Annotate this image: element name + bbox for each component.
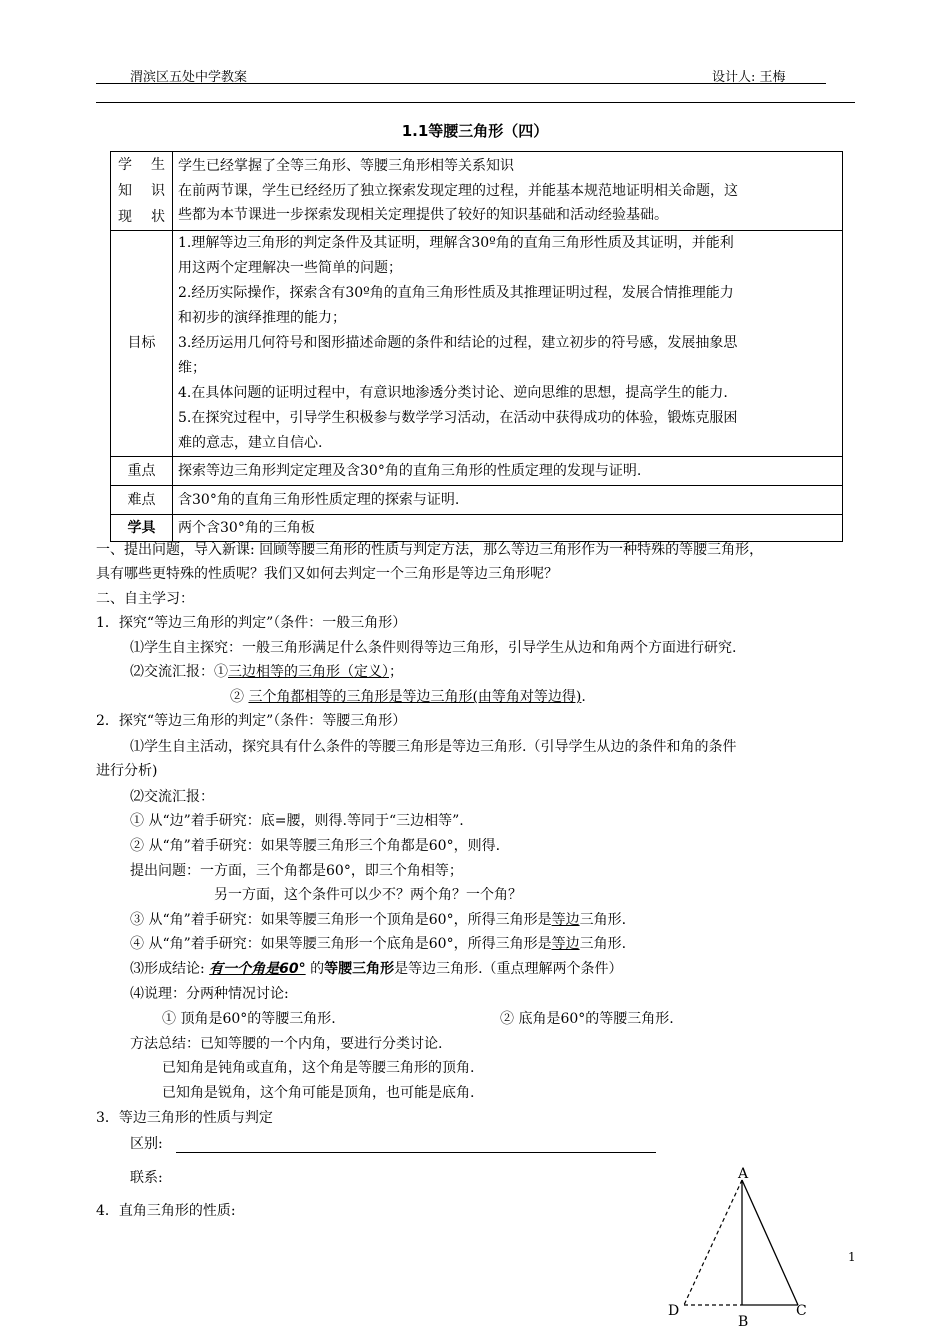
row-value-key-point: 探索等边三角形判定定理及含30°角的直角三角形的性质定理的发现与证明. xyxy=(173,457,843,486)
subsection-title: 3．等边三角形的性质与判定 xyxy=(96,1110,273,1126)
text: ⑶形成结论: xyxy=(130,961,210,977)
table-row-key-point xyxy=(111,457,843,486)
paragraph: 另一方面，这个条件可以少不？两个角？一个角？ xyxy=(214,887,522,903)
table-row-tools xyxy=(111,515,843,542)
table-row-knowledge xyxy=(111,152,843,231)
intro-line: 具有哪些更特殊的性质呢？我们又如何去判定一个三角形是等边三角形呢？ xyxy=(96,566,558,582)
paragraph xyxy=(130,933,626,953)
underlined-answer: 等边 xyxy=(551,936,580,952)
paragraph: ① 顶角是60°的等腰三角形. xyxy=(162,1011,336,1027)
knowledge-line: 学生已经掌握了全等三角形、等腰三角形相等关系知识 xyxy=(178,158,514,175)
text: 三角形. xyxy=(579,912,627,928)
bold-condition: 有一个角是60° xyxy=(209,961,306,977)
intro-line: 一、提出问题，导入新课: 回顾等腰三角形的性质与判定方法，那么等边三角形作为一种特殊的等腰三角形， xyxy=(96,542,764,558)
text: ⑵交流汇报：① xyxy=(130,664,228,680)
underlined-answer: 等边 xyxy=(551,912,580,928)
row-value-goals xyxy=(173,231,843,457)
header-rule xyxy=(96,102,855,103)
goal-line: 5.在探究过程中，引导学生积极参与数学学习活动，在活动中获得成功的体验，锻炼克服困 xyxy=(178,410,738,426)
paragraph xyxy=(230,686,586,706)
text: ④ 从“角”着手研究：如果等腰三角形一个底角是60°，所得三角形是 xyxy=(130,936,552,952)
paragraph: ⑴学生自主探究：一般三角形满足什么条件则得等边三角形，引导学生从边和角两个方面进行研究. xyxy=(130,640,737,656)
row-label-knowledge: 学 生 知 识 现状 xyxy=(111,152,173,231)
page-title: 1.1等腰三角形（四） xyxy=(401,122,549,140)
goal-line: 4.在具体问题的证明过程中，有意识地渗透分类讨论、逆向思维的思想，提高学生的能力. xyxy=(178,385,728,401)
underlined-answer: 三边相等的三角形（定义） xyxy=(228,664,389,680)
goal-line: 维； xyxy=(178,360,206,376)
knowledge-line: 些都为本节课进一步探索发现相关定理提供了较好的知识基础和活动经验基础。 xyxy=(178,207,668,224)
header-designer: 设计人: 王梅 xyxy=(712,70,786,85)
paragraph: ② 从“角”着手研究：如果等腰三角形三个角都是60°，则得. xyxy=(130,838,501,854)
paragraph: 已知角是锐角，这个角可能是顶角，也可能是底角. xyxy=(162,1085,475,1101)
goal-line: 用这两个定理解决一些简单的问题； xyxy=(178,260,402,276)
paragraph xyxy=(130,909,626,929)
row-label-key-point: 重点 xyxy=(111,457,173,486)
text: 的 xyxy=(305,961,325,977)
paragraph: 已知角是钝角或直角，这个角是等腰三角形的顶角. xyxy=(162,1060,475,1076)
table-row-goals xyxy=(111,231,843,457)
text: ； xyxy=(389,664,403,680)
row-value-difficulty: 含30°角的直角三角形性质定理的探索与证明. xyxy=(173,486,843,515)
label-d: D xyxy=(668,1303,680,1319)
paragraph: ② 底角是60°的等腰三角形. xyxy=(500,1011,674,1027)
subsection-title: 1．探究“等边三角形的判定”（条件：一般三角形） xyxy=(96,615,407,631)
text: 是等边三角形.（重点理解两个条件） xyxy=(394,961,623,977)
lesson-info-table xyxy=(110,151,843,542)
paragraph: 进行分析) xyxy=(96,763,158,779)
label-c: C xyxy=(796,1303,807,1319)
underlined-answer: 三个角都相等的三角形是等边三角形(由等角对等边得) xyxy=(248,689,582,705)
row-label-tools: 学具 xyxy=(111,515,173,542)
paragraph: ⑵交流汇报： xyxy=(130,789,214,805)
difference-label: 区别: xyxy=(130,1136,163,1152)
label-b: B xyxy=(738,1314,749,1330)
goal-line: 和初步的演绎推理的能力； xyxy=(178,310,346,326)
triangle-figure xyxy=(660,1160,820,1344)
dashed-side-ad xyxy=(684,1180,742,1305)
text: ③ 从“角”着手研究：如果等腰三角形一个顶角是60°，所得三角形是 xyxy=(130,912,552,928)
paragraph: ⑴学生自主活动，探究具有什么条件的等腰三角形是等边三角形.（引导学生从边的条件和角的条件 xyxy=(130,739,737,755)
row-value-tools: 两个含30°角的三角板 xyxy=(173,515,843,542)
row-label-goals: 目标 xyxy=(111,231,173,457)
side-ac xyxy=(742,1180,798,1305)
page-number: 1 xyxy=(848,1250,856,1264)
goal-line: 难的意志，建立自信心. xyxy=(178,435,323,451)
answer-blank-line xyxy=(176,1152,656,1153)
goal-line: 2.经历实际操作，探索含有30º角的直角三角形性质及其推理证明过程，发展合情推理能力 xyxy=(178,285,734,301)
paragraph: 方法总结：已知等腰的一个内角，要进行分类讨论. xyxy=(130,1036,443,1052)
knowledge-line: 在前两节课，学生已经经历了独立探索发现定理的过程，并能基本规范地证明相关命题，这 xyxy=(178,182,738,199)
label-a: A xyxy=(738,1166,749,1182)
paragraph: ⑷说理：分两种情况讨论: xyxy=(130,986,289,1002)
header-school: 渭滨区五处中学教案 xyxy=(130,70,248,85)
header-underline xyxy=(96,83,826,84)
section-heading: 二、自主学习： xyxy=(96,591,194,607)
row-value-knowledge xyxy=(173,152,843,231)
subsection-title: 2．探究“等边三角形的判定”（条件：等腰三角形） xyxy=(96,713,407,729)
table-row-difficulty xyxy=(111,486,843,515)
paragraph: ① 从“边”着手研究：底=腰，则得.等同于“三边相等”. xyxy=(130,813,464,829)
bold-condition: 等腰三角形 xyxy=(324,961,395,977)
goal-line: 1.理解等边三角形的判定条件及其证明，理解含30º角的直角三角形性质及其证明，并能利 xyxy=(178,235,734,251)
subsection-title: 4．直角三角形的性质: xyxy=(96,1203,236,1219)
text: ② xyxy=(230,689,249,705)
connection-label: 联系: xyxy=(130,1170,163,1186)
goal-line: 3.经历运用几何符号和图形描述命题的条件和结论的过程，建立初步的符号感，发展抽象思 xyxy=(178,335,738,351)
row-label-difficulty: 难点 xyxy=(111,486,173,515)
paragraph xyxy=(130,958,623,978)
text: . xyxy=(581,689,586,705)
text: 三角形. xyxy=(579,936,627,952)
paragraph: 提出问题：一方面，三个角都是60°，即三个角相等； xyxy=(130,863,463,879)
paragraph xyxy=(130,661,403,681)
